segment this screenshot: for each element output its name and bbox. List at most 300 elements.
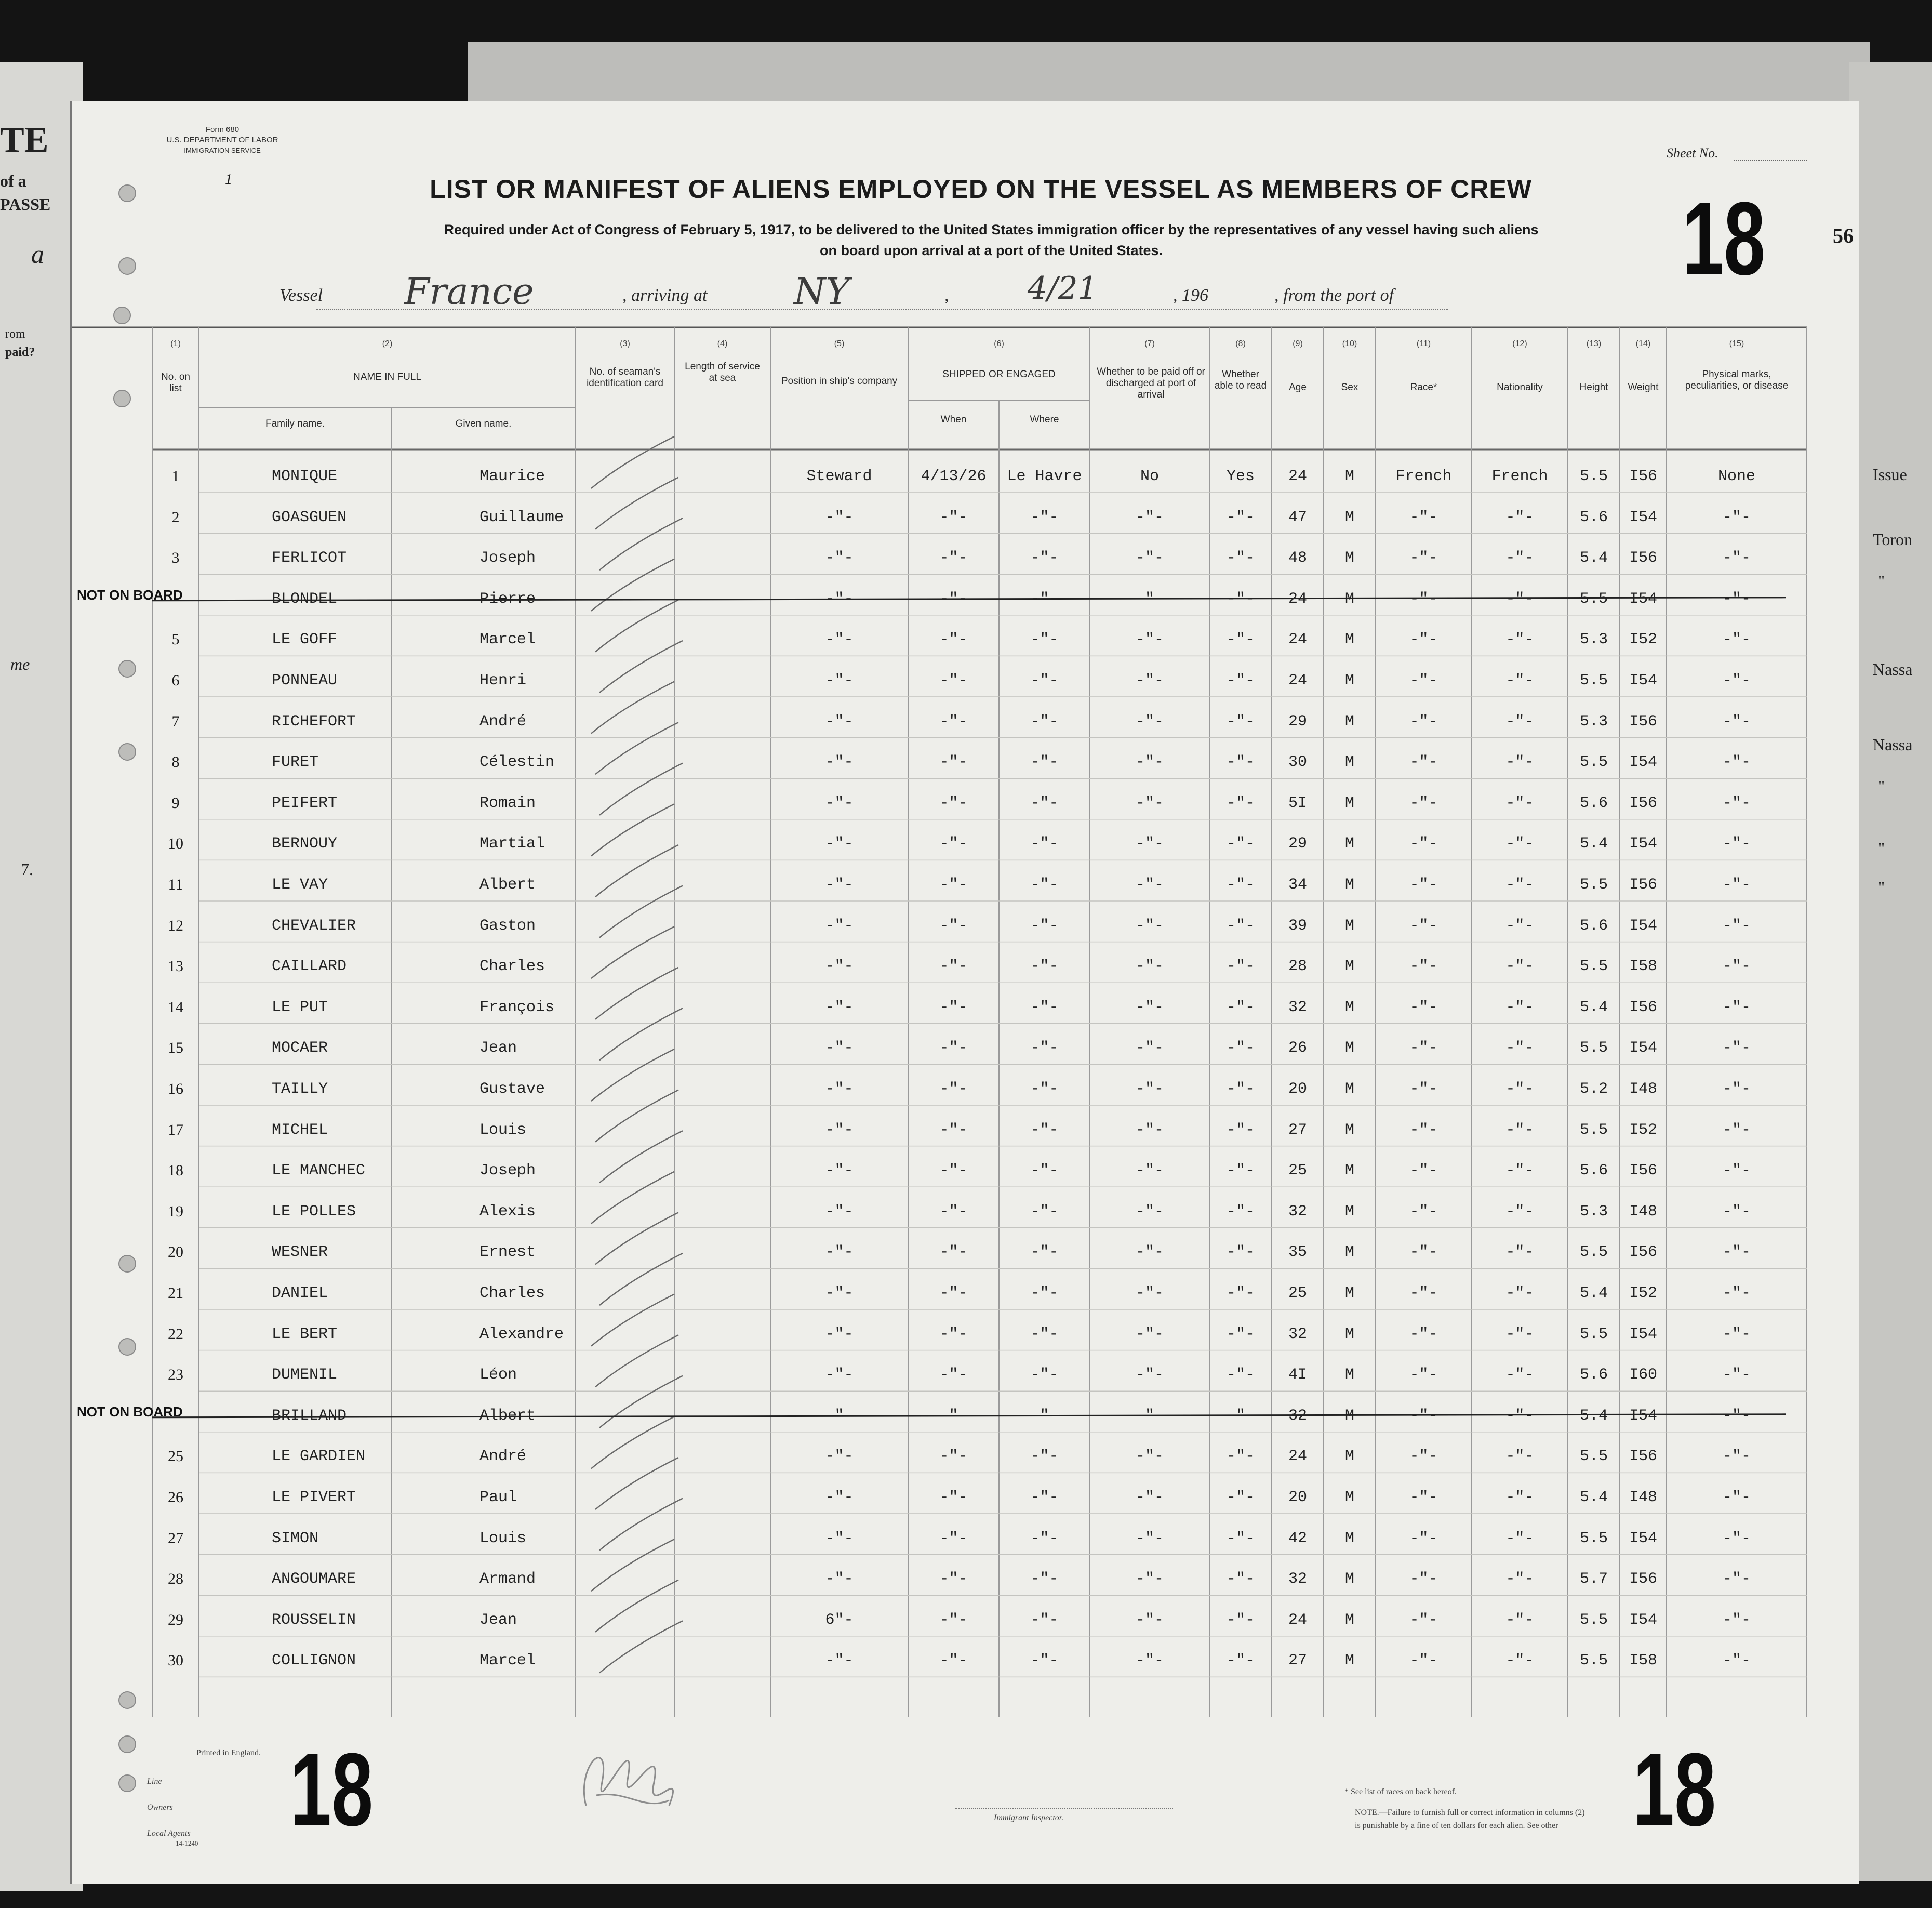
cell-no: 17: [168, 1121, 183, 1138]
cell-marks: -"-: [1722, 508, 1751, 526]
cell-sex: M: [1344, 468, 1354, 485]
cell-age: 32: [1288, 1570, 1307, 1588]
cell-no: 1: [171, 468, 180, 485]
owners-label: Owners: [147, 1803, 173, 1812]
cell-position: -"-: [825, 1162, 854, 1180]
table-row: [155, 1570, 1864, 1591]
cell-when: -"-: [939, 1448, 968, 1466]
cell-given: Guillaume: [479, 508, 564, 526]
col-num-6: (6): [994, 339, 1004, 348]
cell-no: 25: [168, 1448, 183, 1465]
cell-read: -"-: [1226, 672, 1255, 690]
table-row: [155, 1652, 1864, 1673]
cell-where: -"-: [1030, 835, 1059, 853]
cell-height: 5.3: [1579, 631, 1608, 649]
cell-paid: -"-: [1135, 1611, 1164, 1629]
table-row: [155, 672, 1864, 693]
cell-height: 5.5: [1579, 1039, 1608, 1057]
cell-no: 19: [168, 1202, 183, 1220]
cell-nationality: -"-: [1505, 1529, 1534, 1547]
cell-sex: M: [1344, 1611, 1354, 1629]
cell-age: 30: [1288, 753, 1307, 772]
cell-marks: -"-: [1722, 1080, 1751, 1098]
cell-weight: I48: [1629, 1080, 1657, 1098]
cell-given: Gustave: [479, 1080, 545, 1098]
cell-nationality: -"-: [1505, 1570, 1534, 1588]
cell-sex: M: [1344, 958, 1354, 976]
cell-given: André: [479, 712, 527, 731]
vessel-name: France: [404, 270, 534, 313]
margin-left-3: a: [31, 240, 44, 269]
cell-race: -"-: [1409, 1529, 1438, 1547]
table-row: [155, 794, 1864, 815]
cell-no: 14: [168, 998, 183, 1016]
cell-family: GOASGUEN: [272, 508, 347, 526]
cell-race: -"-: [1409, 1039, 1438, 1057]
cell-marks: -"-: [1722, 1162, 1751, 1180]
cell-read: -"-: [1226, 1407, 1255, 1425]
cell-read: -"-: [1226, 1529, 1255, 1547]
cell-weight: I56: [1629, 712, 1657, 731]
col-num-11: (11): [1416, 339, 1431, 348]
cell-nationality: -"-: [1505, 998, 1534, 1016]
cell-where: -"-: [1030, 1162, 1059, 1180]
cell-given: Joseph: [479, 549, 536, 567]
col-num-9: (9): [1293, 339, 1303, 348]
margin-left-6: me: [10, 655, 30, 673]
cell-when: -"-: [939, 998, 968, 1016]
cell-position: -"-: [825, 1202, 854, 1221]
header-id-card: No. of seaman's identification card: [587, 366, 663, 389]
cell-paid: -"-: [1135, 1039, 1164, 1057]
cell-read: -"-: [1226, 876, 1255, 894]
header-paid-off: Whether to be paid off or discharged at port of arrival: [1097, 366, 1205, 400]
cell-where: -"-: [1030, 549, 1059, 567]
cell-when: -"-: [939, 1121, 968, 1139]
cell-no: 22: [168, 1325, 183, 1343]
cell-when: -"-: [939, 672, 968, 690]
cell-read: -"-: [1226, 917, 1255, 935]
cell-height: 5.6: [1579, 917, 1608, 935]
cell-nationality: -"-: [1505, 631, 1534, 649]
cell-when: -"-: [939, 1489, 968, 1506]
cell-position: -"-: [825, 794, 854, 812]
vessel-label: Vessel: [279, 286, 323, 305]
cell-marks: -"-: [1722, 590, 1751, 608]
cell-sex: M: [1344, 1448, 1354, 1466]
cell-marks: -"-: [1722, 835, 1751, 853]
arrival-date: 4/21: [1028, 270, 1098, 307]
cell-sex: M: [1344, 1652, 1354, 1670]
cell-race: -"-: [1409, 917, 1438, 935]
cell-race: -"-: [1409, 1243, 1438, 1262]
cell-marks: -"-: [1722, 1448, 1751, 1466]
cell-position: -"-: [825, 1325, 854, 1343]
col-num-12: (12): [1512, 339, 1527, 348]
cell-where: -"-: [1030, 1652, 1059, 1670]
cell-weight: I54: [1629, 508, 1657, 526]
cell-weight: I54: [1629, 753, 1657, 772]
cell-weight: I56: [1629, 468, 1657, 485]
cell-race: -"-: [1409, 876, 1438, 894]
cell-age: 24: [1288, 1448, 1307, 1466]
cell-nationality: -"-: [1505, 958, 1534, 976]
cell-when: -"-: [939, 1284, 968, 1302]
col-num-4: (4): [717, 339, 728, 348]
sheet-number-bottom-right: 18: [1633, 1732, 1716, 1848]
cell-family: DANIEL: [272, 1284, 328, 1302]
table-row: [155, 958, 1864, 978]
cell-marks: -"-: [1722, 958, 1751, 976]
cell-weight: I54: [1629, 1325, 1657, 1343]
not-on-board-stamp: NOT ON BOARD: [77, 1403, 183, 1420]
cell-sex: M: [1344, 794, 1354, 812]
cell-where: -"-: [1030, 672, 1059, 690]
cell-age: 29: [1288, 835, 1307, 853]
cell-no: 16: [168, 1080, 183, 1097]
cell-given: Jean: [479, 1039, 517, 1057]
cell-paid: -"-: [1135, 958, 1164, 976]
cell-age: 34: [1288, 876, 1307, 894]
cell-age: 24: [1288, 468, 1307, 485]
cell-when: -"-: [939, 1611, 968, 1629]
cell-where: -"-: [1030, 1243, 1059, 1262]
table-row: [155, 468, 1864, 488]
cell-given: Louis: [479, 1529, 527, 1547]
comma: ,: [944, 286, 949, 305]
cell-where: -"-: [1030, 1121, 1059, 1139]
cell-where: -"-: [1030, 958, 1059, 976]
cell-marks: -"-: [1722, 1611, 1751, 1629]
col-num-2: (2): [382, 339, 393, 348]
cell-position: -"-: [825, 958, 854, 976]
cell-read: -"-: [1226, 1325, 1255, 1343]
cell-family: ROUSSELIN: [272, 1611, 356, 1629]
cell-given: Ernest: [479, 1243, 536, 1262]
cell-height: 5.4: [1579, 998, 1608, 1016]
cell-family: LE PUT: [272, 998, 328, 1016]
cell-race: -"-: [1409, 794, 1438, 812]
cell-age: 32: [1288, 1202, 1307, 1221]
cell-paid: -"-: [1135, 1652, 1164, 1670]
cell-paid: -"-: [1135, 876, 1164, 894]
cell-no: 29: [168, 1611, 183, 1628]
cell-sex: M: [1344, 1243, 1354, 1262]
cell-age: 5I: [1288, 794, 1307, 812]
margin-left-2: PASSE: [0, 195, 51, 214]
cell-given: Marcel: [479, 631, 536, 649]
cell-position: -"-: [825, 1489, 854, 1506]
from-port-label: , from the port of: [1274, 286, 1394, 305]
cell-position: -"-: [825, 1407, 854, 1425]
cell-nationality: -"-: [1505, 1366, 1534, 1384]
cell-position: -"-: [825, 1121, 854, 1139]
cell-marks: -"-: [1722, 753, 1751, 772]
cell-paid: -"-: [1135, 1529, 1164, 1547]
table-row: [155, 1284, 1864, 1305]
cell-family: WESNER: [272, 1243, 328, 1262]
cell-given: Célestin: [479, 753, 555, 772]
cell-where: -"-: [1030, 1611, 1059, 1629]
cell-nationality: -"-: [1505, 712, 1534, 731]
cell-marks: -"-: [1722, 1366, 1751, 1384]
cell-when: -"-: [939, 1366, 968, 1384]
cell-age: 27: [1288, 1652, 1307, 1670]
cell-race: -"-: [1409, 753, 1438, 772]
cell-paid: -"-: [1135, 1570, 1164, 1588]
col-num-14: (14): [1635, 339, 1651, 348]
cell-paid: -"-: [1135, 549, 1164, 567]
cell-given: Marcel: [479, 1652, 536, 1670]
cell-height: 5.4: [1579, 1284, 1608, 1302]
cell-paid: -"-: [1135, 1162, 1164, 1180]
cell-position: -"-: [825, 590, 854, 608]
header-age: Age: [1289, 382, 1307, 393]
table-row: [155, 549, 1864, 570]
cell-race: -"-: [1409, 1489, 1438, 1506]
cell-given: Joseph: [479, 1162, 536, 1180]
cell-age: 24: [1288, 590, 1307, 608]
cell-sex: M: [1344, 672, 1354, 690]
cell-paid: -"-: [1135, 1121, 1164, 1139]
cell-weight: I56: [1629, 794, 1657, 812]
cell-nationality: -"-: [1505, 1407, 1534, 1425]
manifest-title: LIST OR MANIFEST OF ALIENS EMPLOYED ON THE VESSEL AS MEMBERS OF CREW: [430, 175, 1532, 204]
cell-weight: I52: [1629, 1284, 1657, 1302]
cell-where: -"-: [1030, 1080, 1059, 1098]
header-shipped: SHIPPED OR ENGAGED: [942, 369, 1056, 380]
table-row: [155, 1080, 1864, 1101]
cell-when: 4/13/26: [921, 468, 987, 485]
cell-age: 24: [1288, 1611, 1307, 1629]
cell-weight: I56: [1629, 1448, 1657, 1466]
cell-age: 20: [1288, 1489, 1307, 1506]
cell-when: -"-: [939, 1202, 968, 1221]
cell-sex: M: [1344, 549, 1354, 567]
cell-sex: M: [1344, 1325, 1354, 1343]
cell-marks: -"-: [1722, 1243, 1751, 1262]
form-code: 14-1240: [176, 1839, 198, 1847]
cell-sex: M: [1344, 1162, 1354, 1180]
cell-read: -"-: [1226, 1080, 1255, 1098]
cell-where: -"-: [1030, 1407, 1059, 1425]
cell-family: BERNOUY: [272, 835, 338, 853]
margin-right-7: ": [1878, 878, 1885, 897]
cell-weight: I56: [1629, 998, 1657, 1016]
cell-read: -"-: [1226, 958, 1255, 976]
cell-nationality: -"-: [1505, 672, 1534, 690]
cell-age: 29: [1288, 712, 1307, 731]
cell-nationality: -"-: [1505, 590, 1534, 608]
cell-weight: I56: [1629, 1243, 1657, 1262]
cell-sex: M: [1344, 835, 1354, 853]
cell-given: Alexis: [479, 1202, 536, 1221]
cell-race: -"-: [1409, 1407, 1438, 1425]
cell-paid: -"-: [1135, 712, 1164, 731]
cell-where: Le Havre: [1007, 468, 1082, 485]
cell-weight: I48: [1629, 1202, 1657, 1221]
cell-race: -"-: [1409, 1080, 1438, 1098]
cell-height: 5.4: [1579, 1407, 1608, 1425]
cell-paid: -"-: [1135, 998, 1164, 1016]
margin-left-5: paid?: [5, 346, 35, 359]
cell-position: -"-: [825, 835, 854, 853]
cell-when: -"-: [939, 835, 968, 853]
cell-when: -"-: [939, 712, 968, 731]
cell-sex: M: [1344, 753, 1354, 772]
inspector-label: Immigrant Inspector.: [994, 1813, 1064, 1822]
cell-age: 20: [1288, 1080, 1307, 1098]
cell-height: 5.4: [1579, 1489, 1608, 1506]
cell-age: 25: [1288, 1284, 1307, 1302]
cell-race: -"-: [1409, 1611, 1438, 1629]
cell-position: -"-: [825, 1284, 854, 1302]
cell-where: -"-: [1030, 1489, 1059, 1506]
cell-sex: M: [1344, 1121, 1354, 1139]
cell-read: -"-: [1226, 835, 1255, 853]
subtitle-line-2: on board upon arrival at a port of the United States.: [819, 243, 1163, 258]
cell-when: -"-: [939, 590, 968, 608]
cell-age: 24: [1288, 631, 1307, 649]
cell-sex: M: [1344, 1039, 1354, 1057]
cell-family: SIMON: [272, 1529, 319, 1547]
cell-where: -"-: [1030, 631, 1059, 649]
cell-given: André: [479, 1448, 527, 1466]
cell-no: 12: [168, 917, 183, 934]
cell-sex: M: [1344, 998, 1354, 1016]
cell-height: 5.5: [1579, 1611, 1608, 1629]
cell-sex: M: [1344, 917, 1354, 935]
cell-family: LE POLLES: [272, 1202, 356, 1221]
cell-position: -"-: [825, 1366, 854, 1384]
cell-nationality: -"-: [1505, 1039, 1534, 1057]
cell-family: LE GARDIEN: [272, 1448, 366, 1466]
table-row: [155, 1611, 1864, 1632]
cell-family: COLLIGNON: [272, 1652, 356, 1670]
cell-where: -"-: [1030, 1202, 1059, 1221]
cell-where: -"-: [1030, 508, 1059, 526]
cell-no: 18: [168, 1162, 183, 1180]
cell-family: LE PIVERT: [272, 1489, 356, 1506]
cell-family: FERLICOT: [272, 549, 347, 567]
cell-race: -"-: [1409, 1325, 1438, 1343]
not-on-board-stamp: NOT ON BOARD: [77, 587, 183, 603]
cell-no: 23: [168, 1366, 183, 1384]
cell-height: 5.3: [1579, 1202, 1608, 1221]
cell-read: -"-: [1226, 1489, 1255, 1506]
cell-nationality: -"-: [1505, 1202, 1534, 1221]
cell-position: -"-: [825, 549, 854, 567]
cell-given: Maurice: [479, 468, 545, 485]
cell-sex: M: [1344, 1202, 1354, 1221]
cell-given: Louis: [479, 1121, 527, 1139]
cell-weight: I54: [1629, 1611, 1657, 1629]
cell-position: -"-: [825, 712, 854, 731]
cell-position: -"-: [825, 917, 854, 935]
cell-sex: M: [1344, 590, 1354, 608]
cell-height: 5.6: [1579, 508, 1608, 526]
cell-weight: I52: [1629, 631, 1657, 649]
cell-read: -"-: [1226, 549, 1255, 567]
cell-when: -"-: [939, 1039, 968, 1057]
cell-position: -"-: [825, 1243, 854, 1262]
cell-where: -"-: [1030, 876, 1059, 894]
cell-age: 42: [1288, 1529, 1307, 1547]
cell-age: 32: [1288, 1407, 1307, 1425]
cell-race: -"-: [1409, 958, 1438, 976]
cell-nationality: -"-: [1505, 549, 1534, 567]
cell-read: -"-: [1226, 508, 1255, 526]
cell-when: -"-: [939, 631, 968, 649]
header-where: Where: [1030, 414, 1059, 425]
cell-given: Paul: [479, 1489, 517, 1506]
cell-nationality: -"-: [1505, 1284, 1534, 1302]
cell-marks: -"-: [1722, 1325, 1751, 1343]
margin-right-0: Issue: [1873, 465, 1907, 484]
cell-read: Yes: [1226, 468, 1255, 485]
cell-given: Alexandre: [479, 1325, 564, 1343]
cell-when: -"-: [939, 876, 968, 894]
cell-nationality: -"-: [1505, 1611, 1534, 1629]
cell-given: François: [479, 998, 555, 1016]
cell-where: -"-: [1030, 712, 1059, 731]
cell-race: -"-: [1409, 1448, 1438, 1466]
cell-given: Albert: [479, 876, 536, 894]
cell-given: Armand: [479, 1570, 536, 1588]
cell-position: -"-: [825, 753, 854, 772]
cell-when: -"-: [939, 1407, 968, 1425]
subtitle-line-1: Required under Act of Congress of February 5, 1917, to be delivered to the United States immigration officer by the representatives of any vessel having such aliens: [444, 222, 1539, 237]
note-line-1: NOTE.—Failure to furnish full or correct information in columns (2): [1355, 1808, 1585, 1817]
cell-given: Charles: [479, 958, 545, 976]
cell-age: 24: [1288, 672, 1307, 690]
cell-nationality: -"-: [1505, 835, 1534, 853]
cell-no: 21: [168, 1284, 183, 1302]
header-physical-marks: Physical marks, peculiarities, or disease: [1685, 369, 1789, 391]
cell-weight: I58: [1629, 958, 1657, 976]
cell-weight: I54: [1629, 672, 1657, 690]
cell-read: -"-: [1226, 1202, 1255, 1221]
cell-race: -"-: [1409, 835, 1438, 853]
cell-sex: M: [1344, 508, 1354, 526]
cell-race: -"-: [1409, 1652, 1438, 1670]
cell-position: -"-: [825, 1652, 854, 1670]
cell-weight: I54: [1629, 1529, 1657, 1547]
col-num-5: (5): [834, 339, 845, 348]
cell-position: -"-: [825, 876, 854, 894]
cell-paid: -"-: [1135, 1284, 1164, 1302]
margin-right-4: Nassa: [1873, 735, 1913, 754]
cell-read: -"-: [1226, 1284, 1255, 1302]
header-length-service: Length of service at sea: [685, 361, 760, 383]
cell-age: 35: [1288, 1243, 1307, 1262]
cell-nationality: French: [1491, 468, 1548, 485]
cell-paid: -"-: [1135, 672, 1164, 690]
cell-read: -"-: [1226, 1366, 1255, 1384]
cell-family: CAILLARD: [272, 958, 347, 976]
cell-nationality: -"-: [1505, 1325, 1534, 1343]
cell-family: BLONDEL: [272, 590, 338, 608]
cell-age: 32: [1288, 998, 1307, 1016]
margin-right-1: Toron: [1873, 530, 1912, 549]
cell-weight: I56: [1629, 876, 1657, 894]
cell-nationality: -"-: [1505, 508, 1534, 526]
cell-position: -"-: [825, 672, 854, 690]
cell-height: 5.5: [1579, 1121, 1608, 1139]
cell-no: 28: [168, 1570, 183, 1588]
cell-no: 26: [168, 1489, 183, 1506]
cell-nationality: -"-: [1505, 1489, 1534, 1506]
